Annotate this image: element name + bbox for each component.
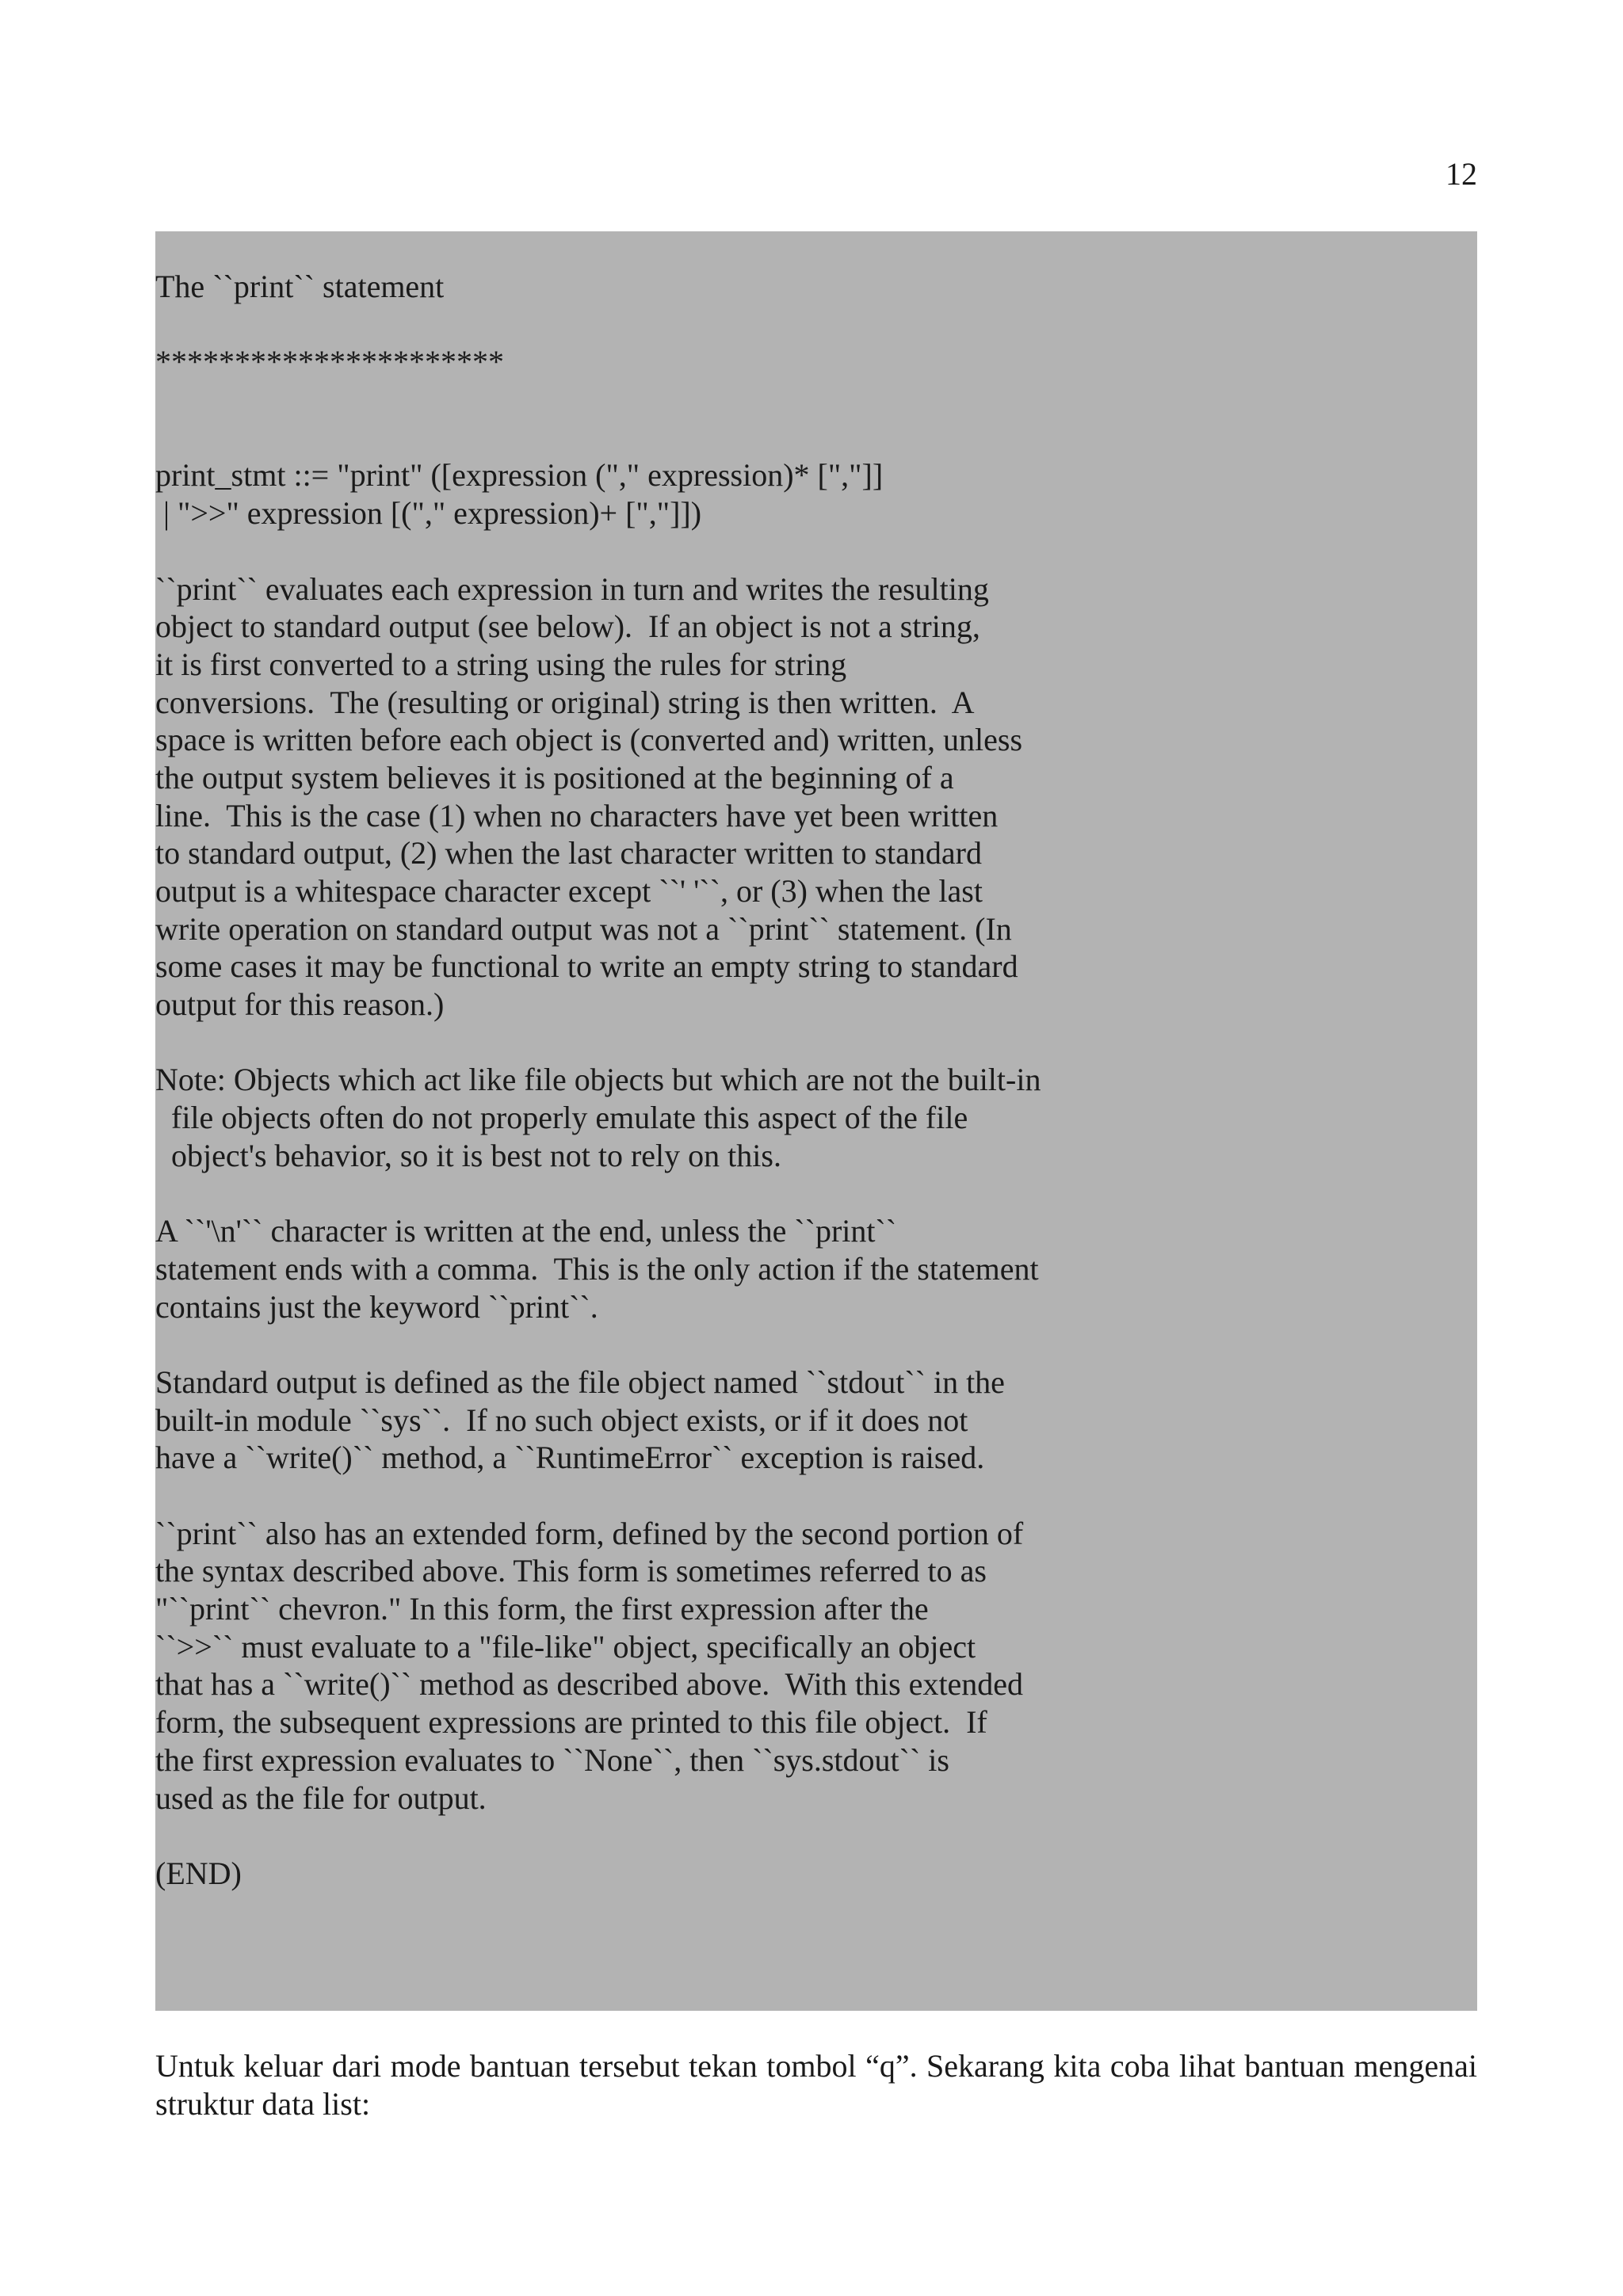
help-output-line: A ``'\n'`` character is written at the end, unless the ``print`` — [155, 1213, 897, 1249]
help-output-line — [155, 1175, 1041, 1213]
help-output-line: print_stmt ::= "print" ([expression ("," expression)* [","]] — [155, 457, 884, 494]
help-output-line: Standard output is defined as the file object named ``stdout`` in the — [155, 1363, 1005, 1400]
help-output-line: statement ends with a comma. This is the only action if the statement — [155, 1250, 1039, 1287]
help-output-line — [155, 1477, 1041, 1515]
help-output-line: conversions. The (resulting or original) string is then written. A — [155, 684, 975, 720]
help-output-line: it is first converted to a string using the rules for string — [155, 646, 847, 682]
help-output-line: write operation on standard output was not a ``print`` statement. (In — [155, 910, 1012, 947]
help-output-line: output for this reason.) — [155, 986, 445, 1023]
help-output-line: that has a ``write()`` method as described above. With this extended — [155, 1666, 1024, 1703]
help-output-line: ``print`` evaluates each expression in turn and writes the resulting — [155, 570, 989, 607]
help-output-line: have a ``write()`` method, a ``RuntimeError`` exception is raised. — [155, 1440, 985, 1476]
body-paragraph: Untuk keluar dari mode bantuan tersebut tekan tombol “q”. Sekarang kita coba lihat bantuan mengenai struktur data list: — [155, 2048, 1477, 2122]
help-output-line: file objects often do not properly emulate this aspect of the file — [155, 1100, 968, 1136]
help-output-line: the output system believes it is positioned at the beginning of a — [155, 759, 954, 795]
help-output-line: used as the file for output. — [155, 1779, 487, 1816]
help-output-line — [155, 1817, 1041, 1855]
help-output-line: form, the subsequent expressions are printed to this file object. If — [155, 1704, 987, 1741]
help-output-line: ``print`` also has an extended form, defined by the second portion of — [155, 1515, 1024, 1551]
help-output-text — [155, 268, 1041, 1893]
help-output-line: object's behavior, so it is best not to rely on this. — [155, 1137, 781, 1173]
help-output-line — [155, 306, 1041, 344]
help-output-line: the syntax described above. This form is sometimes referred to as — [155, 1553, 987, 1589]
help-output-line: "``print`` chevron." In this form, the first expression after the — [155, 1591, 929, 1627]
help-output-line: ``>>`` must evaluate to a "file-like" object, specifically an object — [155, 1628, 976, 1665]
help-output-line: The ``print`` statement — [155, 269, 445, 304]
help-output-line — [155, 419, 1041, 457]
help-output-line: (END) — [155, 1855, 242, 1891]
page-number: 12 — [1445, 156, 1477, 192]
help-output-line: some cases it may be functional to write an empty string to standard — [155, 948, 1018, 985]
help-output-box — [155, 231, 1477, 2011]
help-output-line: | ">>" expression [("," expression)+ [","]]) — [155, 495, 702, 532]
help-output-line: line. This is the case (1) when no characters have yet been written — [155, 797, 999, 833]
help-output-line: output is a whitespace character except ``' '``, or (3) when the last — [155, 873, 983, 909]
help-output-line: ********************** — [155, 344, 504, 380]
help-output-line — [155, 1325, 1041, 1363]
help-output-line: built-in module ``sys``. If no such object exists, or if it does not — [155, 1402, 968, 1438]
help-output-line — [155, 1024, 1041, 1062]
help-output-line: to standard output, (2) when the last character written to standard — [155, 835, 982, 871]
help-output-line: contains just the keyword ``print``. — [155, 1288, 598, 1325]
help-output-line: space is written before each object is (converted and) written, unless — [155, 722, 1023, 758]
help-output-line: object to standard output (see below). If an object is not a string, — [155, 608, 980, 645]
help-output-line: the first expression evaluates to ``None``, then ``sys.stdout`` is — [155, 1741, 949, 1778]
help-output-line: Note: Objects which act like file objects but which are not the built-in — [155, 1062, 1041, 1098]
help-output-line — [155, 532, 1041, 570]
help-output-line — [155, 381, 1041, 419]
